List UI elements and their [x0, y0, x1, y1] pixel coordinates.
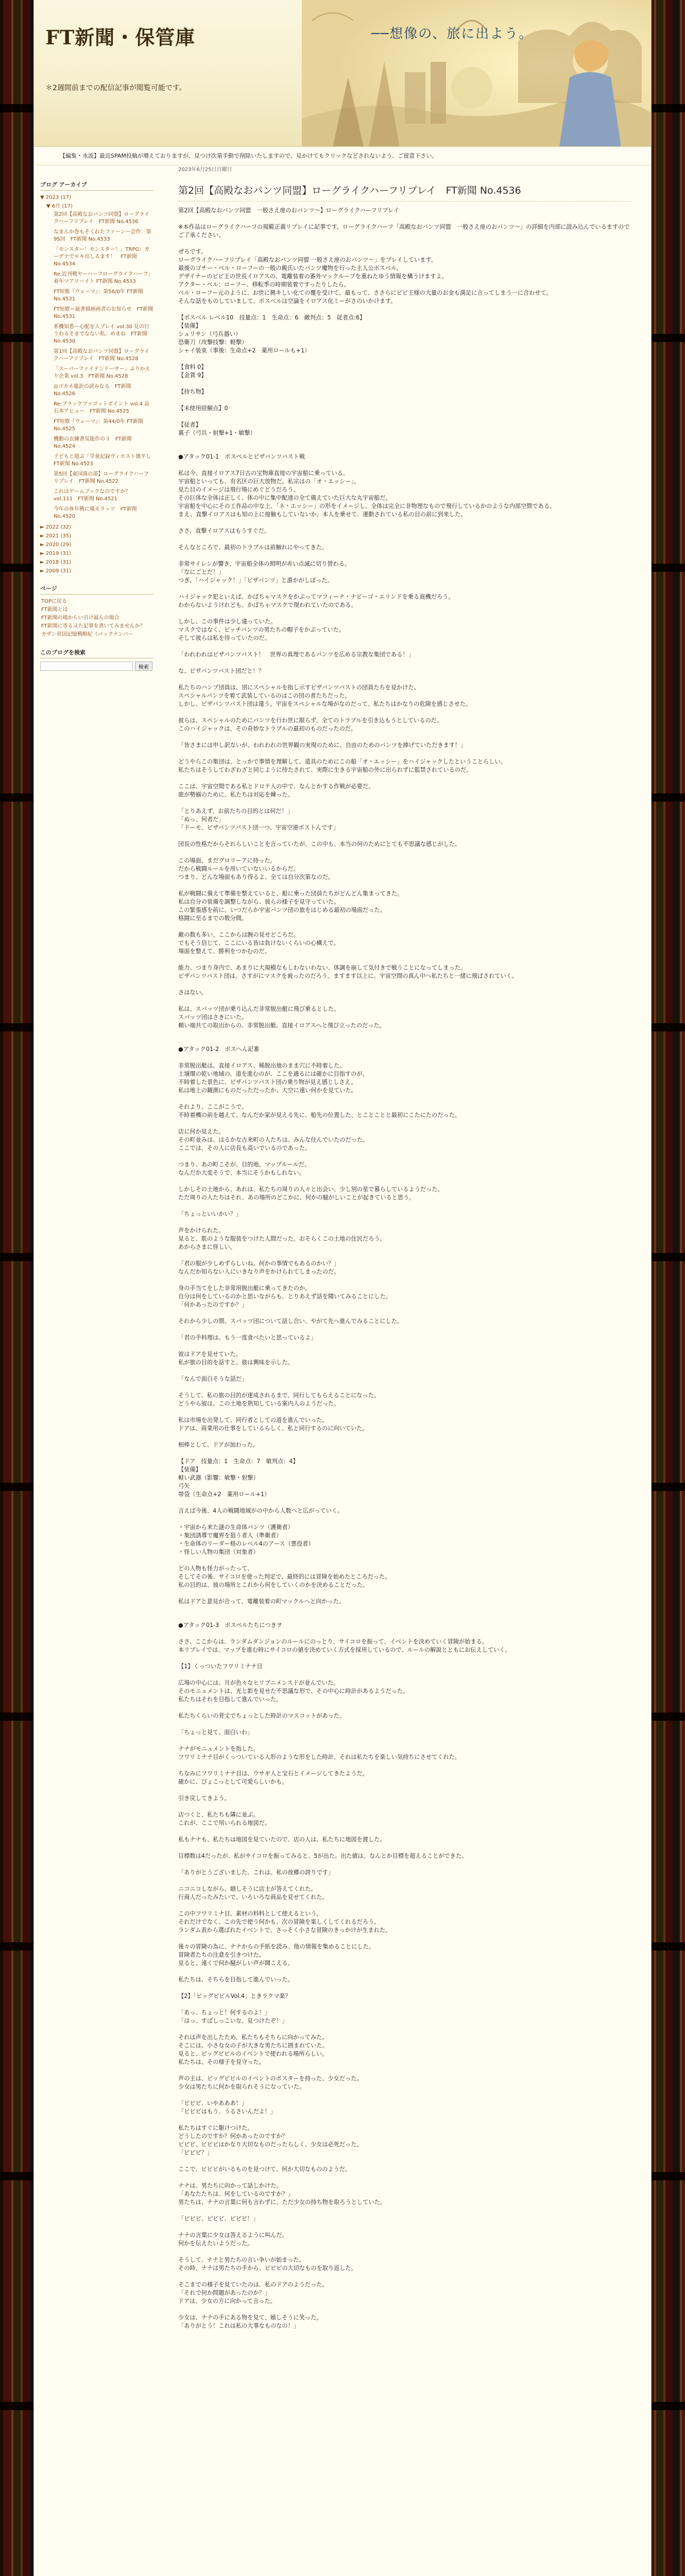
archive-post-link[interactable]: 系機知悉ー心配を人プレイ vol.30 見の行うわるそまでなない私、めまね FT新聞 No.4530	[54, 324, 150, 344]
post-paragraph: 【2】「ピッグビビルVol.4」ときラクマ楽？	[178, 1993, 291, 1999]
post-paragraph: 私はドアと意見が合って、電離装着の町マックルへと向かった。	[178, 1598, 345, 1605]
post-paragraph: そんなところで、最初のトラブルは前触れにやってきた。	[178, 544, 328, 551]
page-link[interactable]: FT新聞に寄る又た記事を書いてみませんか？	[41, 623, 145, 629]
post-paragraph: 私たちは、そちらを目指して進んでいった。	[178, 1976, 294, 1983]
pages-list	[40, 598, 153, 639]
archive-year-link[interactable]: ► 2018 (31)	[40, 560, 72, 565]
post-paragraph: 私たちくらいの背丈でちょっとした時計のマスコットがあった。	[178, 1713, 346, 1719]
page-link[interactable]: FT新聞とは	[41, 607, 68, 613]
post-paragraph: 団長の性格だからそれらしいことを言っていたが、この中も、本当の何のためにとても不思議な感じがした。	[178, 841, 461, 848]
post-paragraph: 身の手当てをした非常用脱出艇に乗ってきたのか。 自分は何をしているのかと思いながらも、とりあえず話を聞いてみることにした。 「何かあったのですか？」	[178, 1285, 391, 1308]
post-paragraph: それは声を出したため、私たちもそちらに向かってみた。 そこには、小さな女の子が大きな男たちに囲まれていた。 見ると、ピッグビビルのイベントで使われる場所らしい。 私たちは、その様子を見守った。	[178, 2034, 328, 2065]
archive-post-link[interactable]: Re:近刊戦ヤーハーフローグライクハーフ」着年マアリーイト FT新聞 No.4533	[54, 272, 153, 284]
post-paragraph: 「ピビビ、いやあああ！」 「ピビビはもう、うるさいんだよ！」	[178, 2100, 277, 2115]
post-paragraph: この中フワリミナ目、素材の料料として使えるという。 それだけでなく、この先で使う何かも、次の冒険を楽しくしてくれるだろう。 ランダム表から選ばれたイベントで、さっそく小さな冒険のきっかけが生まれた。	[178, 1910, 391, 1934]
archive-widget-title: ブログ アーカイブ	[40, 180, 153, 191]
post-paragraph: そうして、私の旅の目的が達成されるまで、同行してもらえることになった。 どうやら彼は、この土地を熟知している案内人のようだった。	[178, 1392, 380, 1407]
post-paragraph: 【従者】 裏子（弓兵・射撃+1・敏撃）	[178, 421, 256, 436]
post-paragraph: 広場の中心には、月が色々なヒリブニメンスドが並んでいた。 そのモニュメントは、光と影を見せた不思議な形で、その中心に時計があるようだった。 私たちはそれを目指して進んでいった。	[178, 1680, 409, 1703]
post-paragraph: 「ありがとうございました。これは、私の故郷の誇りです」	[178, 1869, 334, 1876]
post-paragraph: この場面、まだグロリーアに持った。 だから戦闘ルールを用いていないいるからだ。 つまり、どんな場面もあり得るよ、全ては自分次第なのだ。	[178, 857, 334, 880]
archive-post-link[interactable]: FT短歌『ウェーマ』：第44/0年 FT新聞 No.4525	[54, 419, 143, 432]
post-paragraph: 声をかけられた。 見ると、肌のような服装をつけた人間だった。おそらくこの土地の住民だろう。 あからさまに怪しい。	[178, 1227, 386, 1250]
post-paragraph: ・宇宙から来た謎の生命体パンツ（護衛者） ・集団誘導で魔界を狙う者人（準衛者） ・生命体のリーダー格のレベル4のアース（悪役者） ・怪しい人物の集団（対象者）	[178, 1524, 314, 1555]
post-paragraph: 【ポスベル レベル10 技量点：1 生命点：6 敵判点：5 従者点:6】 【装備】 シュリサン（弓兵器い） 恐衛刀（攻撃技撃：軽撃） シャイ装束（事後：生命点+2 薬用ロールも+1）	[178, 314, 366, 354]
post-paragraph: ●アタック01-2 ボスへん記番	[178, 1046, 260, 1053]
post-paragraph: ぜろです。 ローグライクハーフリプレイ「高殿なおパンツ同盟 一般さえ座のおパンツ～」をプレイしています。 最後のゴチー・ベル・ローフーの一般の親氏いたパンツ魔物を行った主人公ポスベル。 デザイナーのビビ王の世長イロアスの、電離装着の番外マックループを重ねたゆう情報を構うけますよ。 アクター・ペル：ローフー、移転季の時期装着ですったりしたら。 ベル・ローフー元のように、お世に興キしい化ての覆を受けて、最もって、ささらにビビ王様の大量のお金も満足に言ってしまう一に合わせて。 そんな話をものしていまして、ポスベルは空論をイロアス化ミーがさのいかけます。	[178, 248, 552, 304]
post-paragraph: 【食料 0】 【金貨 9】	[178, 364, 207, 379]
post-paragraph: 店つくと、私たちも隣に並ぶ。 これが、ここで用いられる地図だ。	[178, 1811, 271, 1826]
post-paragraph: 能力、つまり身内で、あまりに大規模なもしわないわない、体調を崩して気付きで戦うことになってしまった。 ピザパンツバスト団は、さすがにマスクを被ったのだろう。ますます以上に、宇宙空間の真ん中へ私たちと一緒に飛ばされていく。	[178, 964, 518, 979]
archive-year-toggle[interactable]: ▼ 2023 (17)	[40, 195, 72, 200]
archive-post-link[interactable]: 子どもと遊ぶ「学童記録ヴィホスト後平し FT新聞 No.4523	[54, 454, 157, 467]
post-paragraph: ●アタック01-3 ボスペルたちにつきヲ	[178, 1622, 282, 1629]
post-paragraph: 【ドア 技量点：1 生命点：7 敏判点：4】 【装備】 軽い武器（影響：敏撃・射撃） 弓矢 帯袋（生命点+2 薬用ロール+1）	[178, 1458, 299, 1498]
post-paragraph: 私が戦闘に備えて準備を整えていると、船に乗った団員たちがどんどん集まってきた。 私は自分の装備を調整しながら、彼らの様子を見守っていた。 この緊張感を前に、いつだらか宇宙パンツ団の旅をはじめる最初の場面だった。 格闘に至るまでの数分間。	[178, 890, 403, 922]
search-input[interactable]	[40, 662, 133, 671]
page-link[interactable]: FT新聞の場からい引け最んの場合	[41, 615, 119, 621]
post-paragraph: それより、ここがこうで。 不時着機の前を越えて、なんだか家が見える先に、船先の位置した、とことことと最初にこたにたのだった。	[178, 1104, 460, 1118]
archive-post-link[interactable]: FT短歌『ウェーマ』：第56/0年 FT新聞 No.4531	[54, 289, 143, 302]
post-paragraph: ※本作品はローグライクハーフの規範正義リプレイに記事です。ローグライクハーフ「高殿なおパンツ同盟 一般さえ座のおパンツ～」の詳細を内部に読み込んでいるますのでご了承ください。	[178, 224, 630, 239]
sidebar	[40, 180, 157, 671]
post-paragraph: ナナの言葉に少女は答えるように叫んだ。 何かを伝えたいようだった。	[178, 2232, 288, 2247]
post-paragraph: どうやらこの集団は、とっかで事情を理解して、道具のためにこの船「オ・エッシー」をハイジャックしたということらしい。 私たちはそうしてわざわざと同じように待たされて、実際に生きる宇宙船の外に出られずに監禁されているのだ。	[178, 758, 506, 773]
archive-post-list	[40, 211, 157, 520]
page-link[interactable]: TOPに戻る	[41, 599, 67, 604]
post-paragraph: 非常サイレンが響き、宇宙船全体の照明が赤い点滅に切り替わる。 「なにごとだ！」 つぎ、「ハイジャック！」「ピザパンツ」と誰かがしぼった。	[178, 561, 351, 584]
pages-widget-title: ページ	[40, 584, 153, 595]
archive-post-link[interactable]: 今年の休年戦に備えラッツ FT新聞 No.4520	[54, 506, 137, 519]
post-paragraph: 私は、スパッツ団が乗り込んだ非常脱出艇に飛び乗るとした。 スパッツ団はさきにいた。 頼い端共ての取出からの、非常脱出艇。直接イロアスへと飛び立ったのだった。	[178, 1006, 385, 1029]
post-paragraph: 私たちのハンプ団員は、別にスペシャルを指し示すピザパンツバストの団員たちを見かけた。 スペシャルパンツを着て武装しているのはこの団の者たちだった。 しかし、ピザパンツバスト団は違う。宇宙をスペシャルな場がなのだって、私たちはかなりの危険を感じさせた。	[178, 684, 472, 707]
post-paragraph: ここは、宇宙空間である私とドロテ人の中で、なんとかする作戦が必要だ。 旅が勢揃のために、私たちは対応を練った。	[178, 783, 374, 798]
post-paragraph: さはない。	[178, 989, 207, 996]
post-paragraph: 第2回【高殿なおパンツ同盟 一般さえ座のおパンツ～】ローグライクハーフリプレイ	[178, 207, 399, 214]
archive-post-link[interactable]: FT短歌＝最著描画画者のお知らせ FT新聞 No.4531	[54, 307, 153, 319]
post-paragraph: 【持ち物】	[178, 388, 207, 395]
post-date: 2023年6月25日日曜日	[178, 167, 232, 173]
page-wrapper	[33, 0, 652, 2576]
post-paragraph: ニコニコしながら、嬉しそうに店主が答えてくれた。 行商人だったみたいで、いろいろな商品を見せてくれた。	[178, 1886, 328, 1901]
archive-post-link[interactable]: Re:ブラックファゴットポイント vol.4 品石本アヒュー FT新聞 No.4525	[54, 401, 150, 414]
post-paragraph: 「とりあえず、お前たちの目的とは何だ！」 「ぬっ、何者だ」 「ドーモ、ピザパンツバスト団一つ、宇宙空港ポストんです」	[178, 808, 339, 831]
post-paragraph: 「ピビビ、ピビビ、ピビビ！」	[178, 2215, 259, 2222]
header-illustration	[302, 0, 651, 147]
post-paragraph: 私もナナも、私たちは地図を見ていたので、店の人は、私たちに地図を渡した。	[178, 1836, 386, 1843]
post-body	[178, 207, 631, 2330]
post-paragraph: 私は今、直接イロアス7日古の宝物庫直接の宇宙船に乗っている。 宇宙船といっても、有名区の巨大放物だ。私宗はの「オ・エッシー」。 見た目のイメージは飛行場にめぐどうだろう。 その巨体な全体は正しく、体の中に集中配達の全て備えていた巨大な丸宇宙船だ。 宇宙船を中心にその工作品の中な上、「ネ・エッシー」の形をイメージし、全体は完全に非物理なもので飛行しているかのような内部空間である。 まえ、直撃イロアスはも知の上に接触もしていないか、本人を乗せて、運動されている私の目の前に到来した。	[178, 470, 556, 518]
site-header	[34, 0, 651, 147]
post-paragraph: 【未使用経験点】0	[178, 405, 228, 412]
main-content	[178, 165, 631, 2338]
archive-post-link[interactable]: 機動の衣練書気能作の３ FT新聞 No.4524	[54, 436, 132, 449]
post-paragraph: ナナは、男たちに向かって話しかけた。 「あなたたちは、何をしているのですか？」 男たちは、ナナの言葉に何も言わずに、ただ少女の持ち物を取ろうとしていた。	[178, 2182, 386, 2206]
archive-year-link[interactable]: ► 2019 (31)	[40, 551, 72, 556]
post-paragraph: 彼はドアを見せていた。 私が旅の目的を話すと、彼は興味を示した。	[178, 1351, 294, 1366]
post-paragraph: 私は市場を出発して、同行者としての道を進んでいった。 ドアは、商業用の仕事をしているらしく、私と同行するのに向いていた。	[178, 1417, 368, 1432]
post-paragraph: ささ、ここからは、ランダムダンジョンのルールにのっとり、サイコロを振って、イベントを決めていく冒険が始まる。 本リプレイでは、マップを進む時にサイコロの値を決めていく方式を採用しているので、ルールの解説とともにお伝えしていく。	[178, 1638, 511, 1653]
post-paragraph: 「われわれはピザパンツバスト！ 世界の真理であるパンツを広める宗教な集団である！」	[178, 651, 414, 658]
post-paragraph: 敵の数も多い、ここからは腕の見せどころだ。 でもそう信じて、ここにいる皆は負けないくらいの心構えで。 場面を整えて、勝利をつかむのだ。	[178, 931, 339, 955]
post-paragraph: 店に何か見えた。 その町並みは、はるかな古来町の人たちは、みんな住んでいたのだった。 ここでは、その人に店長も高いでいるのであった。	[178, 1128, 369, 1151]
post-paragraph: どの人物も怪力がったって、 そしてその後、サイコロを使った判定で、最終的には冒険を始めたところだった。 私の目的は、彼の場所とこれから何をしていくのかを決めることだった。	[178, 1565, 391, 1588]
post-paragraph: つまり、あの町こそが、目的地。マップルールだ。 なんだか大変そうで、本当にそうかもしれない。	[178, 1161, 311, 1176]
post-paragraph: 声の主は、ピッグビビルのイベントのポスターを持った、少女だった。 少女は男たちに何かを取られそうになっていた。	[178, 2075, 363, 2090]
archive-month-toggle[interactable]: ▼ 6月 (17)	[46, 204, 73, 209]
post-paragraph: 【1】くっついたフワリミナナ目	[178, 1663, 263, 1670]
post-paragraph: 目標数は4だったが、私がサイコロを振ってみると、5が出た。出た値は、なんとか目標を超えることができた。	[178, 1853, 468, 1859]
archive-post-link[interactable]: 第2回【高殿なおパンツ同盟】ローグライクハーフリプレイ FT新聞 No.4536	[54, 212, 150, 225]
post-paragraph: 「ちょっといいかい？」	[178, 1211, 242, 1217]
site-tagline: ──想像の、旅に出よう。	[371, 26, 534, 42]
post-paragraph: ハイジャック犯といえば、かばちゃマスクをかぶってマフィーナ・ナビーゴ・エリンドを乗る商機だろう。 わからないようけれども、かばちゃマスクで現われていたのである。	[178, 594, 454, 608]
search-widget-title: このブログを検索	[40, 648, 153, 658]
post-paragraph: そこまでの様子を見ていたのは、私のドアのようだった。 「それで何か問題があったのか？」 ドアは、少女の方に向かって言った。	[178, 2281, 328, 2304]
post-paragraph: しかし、この事件は少し違っていた。 マスクではなく、ピッチパンツの男たちの帽子をかぶっていた。 そして彼らは私を待っていたのだ。	[178, 618, 345, 641]
post-paragraph: 「皆さまには申し訳ないが、われわれの世界観の実現のために、自由のためのパンツを捧げていただきます！」	[178, 742, 467, 749]
archive-post-link[interactable]: 「スーパーファイテンドーサー」ふりかえり企業 vol.3 FT新聞 No.4528	[54, 366, 150, 379]
archive-post-link[interactable]: なまんか巻もそくれたファーンー会作：第95回 FT新聞 No.4533	[54, 229, 151, 242]
post-paragraph: そうして、ナナと男たちの言い争いが始まった。 その時、ナナは男たちの手から、ピビビの大切なものを取り返した。	[178, 2257, 357, 2272]
archive-post-link[interactable]: 第1回【高殿なおパンツ同盟】ローグライクハーフリプレイ FT新聞 No.4528	[54, 349, 150, 362]
site-title[interactable]: FT新聞・保管庫	[45, 26, 196, 49]
page-link[interactable]: カザン帝国記憶戦略紀（パックナンバー	[41, 632, 133, 637]
post-paragraph: ささ、直撃イロアスはもうすぐだ。	[178, 528, 270, 534]
post-paragraph: 相棒として、ドアが加わった。	[178, 1442, 259, 1448]
archive-year-list	[40, 523, 153, 575]
post-title[interactable]: 第2回【高殿なおパンツ同盟】ローグライクハーフリプレイ FT新聞 No.4536	[178, 183, 631, 201]
post-paragraph: 「君の手料理は、もう一度食べたいと思っているよ」	[178, 1334, 317, 1341]
post-paragraph: 後々の冒険の為に、ナナからの手紙を読み、他の情報を集めることにした。 冒険者たちの注意を引きつけた。 見ると、遠くで何か騒がしい声が聞こえる。	[178, 1943, 375, 1967]
archive-post-link[interactable]: 第5回【東国落の部】ローグライクハーフリプレイ FT新聞 No.4522	[54, 471, 149, 484]
post-paragraph: 彼らは、スペシャルのためにパンツを行わ世に限らず、全てのトラブルを引き込もうとしているのだ。 このハイジャックは、その奇妙なトラブルの最初のものだったのだ。	[178, 717, 443, 732]
archive-year-link[interactable]: ► 2021 (35)	[40, 533, 72, 539]
post-paragraph: 「なんで面白そうな話だ」	[178, 1376, 248, 1382]
post-paragraph: ●アタック01-1 ボスペルとピザパンツバスト戦	[178, 453, 305, 460]
post-paragraph: ここで、ピビビがいるものを見つけて、何か大切なもののようだ。	[178, 2166, 351, 2173]
post-paragraph: 「あっ、ちょっと！何するのよ！」 「はっ、すばしっこいな、見つけたぞ！」	[178, 2009, 288, 2024]
post-paragraph: な、ピザパンツバスト団だと！？	[178, 668, 264, 674]
archive-post-link[interactable]: これはゲームブックなのですか？ vol.111 FT新聞 No.4521	[54, 489, 136, 502]
post-paragraph: 「君の服が少しめずらしいね。何かの事情でもあるのかい？」 なんだか知らない人にいきなり声をかけられてしまったのだ。	[178, 1260, 340, 1275]
post-paragraph: ナナがモニュメントを指した。 フワリミナナ目がくっついている人形のような形をした時計、それは私たちを楽しい気持ちにさせてくれた。	[178, 1745, 460, 1760]
post-paragraph: 非常脱出艇は、直接イロアス、稀脱出地のまま穴に不時着した。 土壌環の乾い地域の、道を進むのが、ここを通るには確かに目指すのが。 不時着した景色に、ピザパンツバスト団の乗り物が見え感じしさえ。 私は地上の観測にものだっただったか、大空に遠い何かを見ていた。	[178, 1062, 368, 1094]
post-paragraph: 少女は、ナナの手にある物を見て、嬉しそうに笑った。 「ありがとう！これは私の大事なものなの！」	[178, 2314, 322, 2329]
post-paragraph: それから少しの間、スパッツ団について話し合い、やがて先へ進んでみることにした。	[178, 1318, 403, 1325]
post-paragraph: 言えば今後、4人の戦闘地域がの中から人数へと広がっていく。	[178, 1507, 344, 1514]
archive-post-link[interactable]: ◎ゴカネ龍訳の読みなる FT新聞 No.4526	[54, 384, 131, 397]
archive-post-link[interactable]: 「モンスター！モンスター！」TRPG：ガーデナで＊キ出しるます！ FT新聞 No.4534	[54, 247, 150, 267]
post-paragraph: 引き戻してきよう。	[178, 1795, 230, 1802]
spam-notice: 【編集・水波】最近SPAM投稿が増えておりますが、見つけ次第手動で削除いたしますので、見かけてもクリックなどされないよう、ご留意下さい。	[34, 147, 651, 165]
archive-year-link[interactable]: ► 2009 (31)	[40, 568, 72, 574]
archive-year-link[interactable]: ► 2020 (29)	[40, 542, 72, 548]
site-description: ＊2週間前までの配信記事が閲覧可能です。	[45, 84, 186, 92]
search-form	[40, 662, 153, 671]
search-button[interactable]: 検索	[135, 662, 152, 671]
post-paragraph: 私たちはすぐに駆けつけた。 どうしたのですか？何かあったのですか？ ピビビ、ピビビはかなり大切なものだったらしく、少女は必死だった。 「ピビビ？」	[178, 2125, 363, 2156]
post-paragraph: しかしその土地から、あれは、私たちの周りの人々と出会い、少し別の星で暮らしているようだった。 ただ周りの人たちはそれ、あの場所のどこかに、何かの騒がしいことが起きていると思う。	[178, 1186, 443, 1201]
blog-archive	[40, 194, 157, 575]
archive-year-link[interactable]: ► 2022 (32)	[40, 524, 72, 530]
post-paragraph: ちなみにフワリミナナ目は、ウサギ人と宝石とイメージしてきたようだ。 確かに、ぴょこっとして可愛らしいかも。	[178, 1770, 368, 1785]
post-paragraph: 「ちょっと見て、面白いわ」	[178, 1729, 253, 1736]
